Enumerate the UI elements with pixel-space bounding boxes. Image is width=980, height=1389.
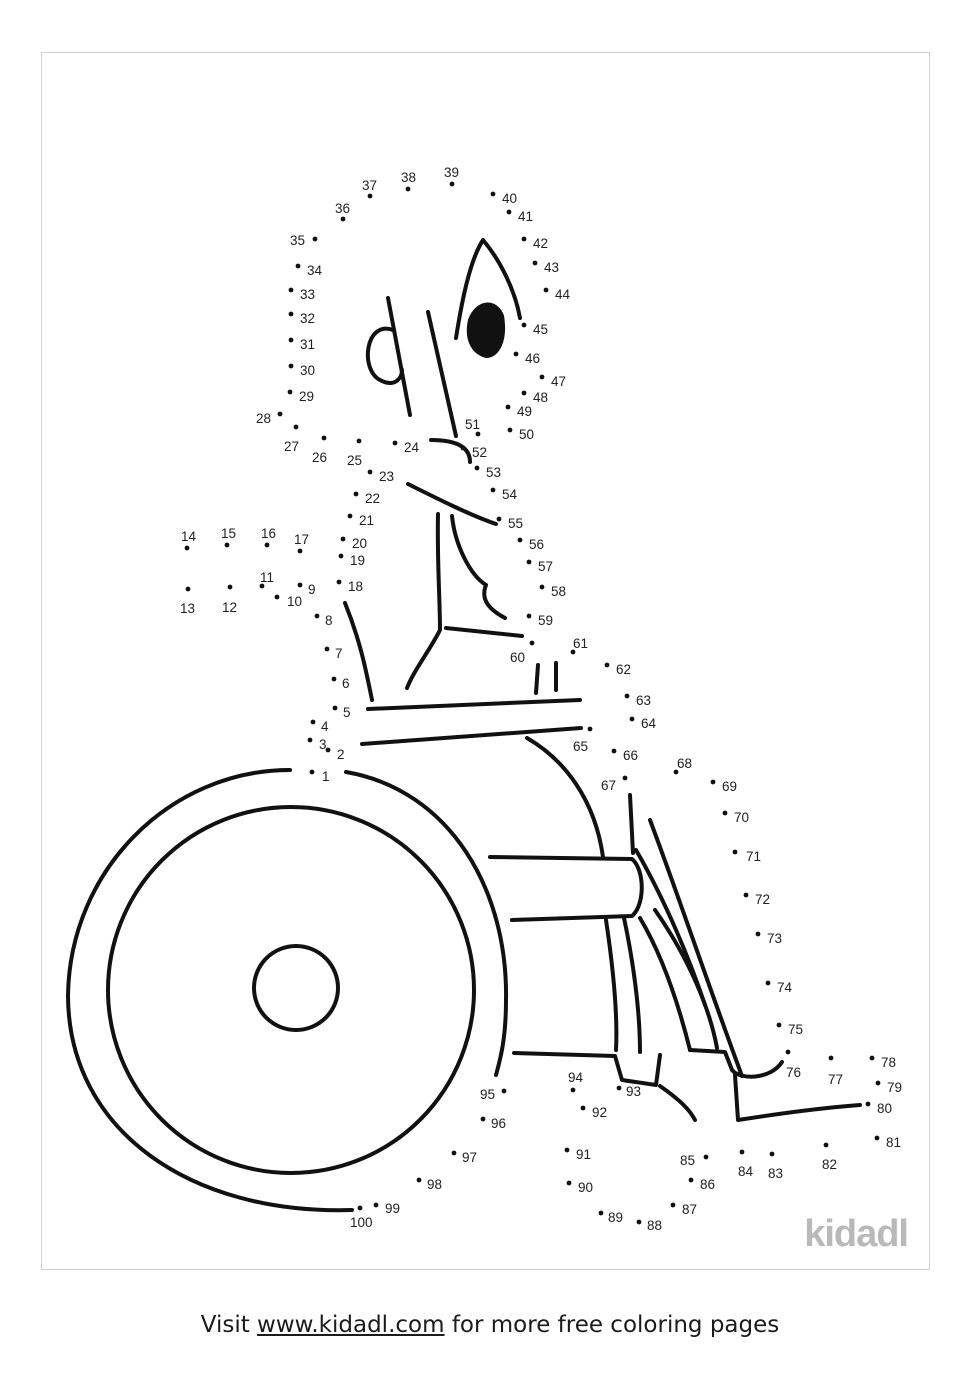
dot-65 xyxy=(588,727,593,732)
dot-label-96: 96 xyxy=(491,1116,507,1131)
dot-label-19: 19 xyxy=(350,553,366,568)
dot-20 xyxy=(341,537,346,542)
dot-label-7: 7 xyxy=(335,646,343,661)
dot-24 xyxy=(393,441,398,446)
dot-label-44: 44 xyxy=(555,287,571,302)
dot-label-84: 84 xyxy=(738,1164,754,1179)
dot-67 xyxy=(623,776,628,781)
dot-label-59: 59 xyxy=(538,613,554,628)
dot-98 xyxy=(417,1178,422,1183)
dot-41 xyxy=(507,210,512,215)
dot-label-56: 56 xyxy=(529,537,545,552)
dot-7 xyxy=(325,647,330,652)
dot-label-67: 67 xyxy=(601,778,617,793)
dot-52 xyxy=(461,446,466,451)
dot-label-89: 89 xyxy=(608,1210,624,1225)
dot-label-37: 37 xyxy=(362,178,378,193)
dot-label-87: 87 xyxy=(682,1202,698,1217)
dot-label-29: 29 xyxy=(299,389,315,404)
dot-51 xyxy=(476,432,481,437)
dot-label-48: 48 xyxy=(533,390,549,405)
dot-46 xyxy=(514,352,519,357)
dot-66 xyxy=(612,749,617,754)
dot-76 xyxy=(786,1050,791,1055)
lap-top xyxy=(368,700,580,709)
dot-91 xyxy=(565,1148,570,1153)
dot-label-98: 98 xyxy=(427,1177,443,1192)
eye xyxy=(469,304,503,356)
shin-1 xyxy=(606,920,616,1050)
dot-69 xyxy=(711,780,716,785)
dot-84 xyxy=(740,1150,745,1155)
dot-56 xyxy=(518,538,523,543)
dot-12 xyxy=(228,585,233,590)
dot-label-88: 88 xyxy=(647,1218,663,1233)
dot-16 xyxy=(265,543,270,548)
dot-label-15: 15 xyxy=(221,526,237,541)
dot-label-99: 99 xyxy=(385,1201,401,1216)
dot-label-74: 74 xyxy=(777,980,793,995)
dot-71 xyxy=(733,850,738,855)
dot-82 xyxy=(824,1143,829,1148)
dot-31 xyxy=(289,338,294,343)
dot-48 xyxy=(522,391,527,396)
dot-label-53: 53 xyxy=(486,465,502,480)
dot-6 xyxy=(332,677,337,682)
dot-17 xyxy=(298,549,303,554)
arm xyxy=(407,514,440,688)
dot-label-63: 63 xyxy=(636,693,652,708)
dot-77 xyxy=(829,1056,834,1061)
dot-label-14: 14 xyxy=(181,529,197,544)
dot-21 xyxy=(348,514,353,519)
dot-label-5: 5 xyxy=(343,705,351,720)
dot-label-49: 49 xyxy=(517,404,533,419)
dot-label-68: 68 xyxy=(677,756,693,771)
dot-label-65: 65 xyxy=(573,739,589,754)
dot-88 xyxy=(637,1220,642,1225)
dot-22 xyxy=(354,492,359,497)
dot-label-22: 22 xyxy=(365,491,381,506)
dot-36 xyxy=(341,217,346,222)
dot-26 xyxy=(322,436,327,441)
dot-8 xyxy=(315,614,320,619)
dot-85 xyxy=(704,1155,709,1160)
dot-label-60: 60 xyxy=(510,650,526,665)
hair-line-2 xyxy=(428,312,456,436)
arm-2 xyxy=(446,628,522,636)
dot-label-94: 94 xyxy=(568,1070,584,1085)
dot-label-70: 70 xyxy=(734,810,750,825)
chair-frame xyxy=(650,820,742,1076)
dot-label-36: 36 xyxy=(335,201,351,216)
dot-99 xyxy=(374,1203,379,1208)
dot-label-72: 72 xyxy=(755,892,771,907)
dot-label-83: 83 xyxy=(768,1166,784,1181)
dot-label-10: 10 xyxy=(287,594,303,609)
dot-10 xyxy=(275,595,280,600)
lap-bottom xyxy=(362,728,581,744)
dot-42 xyxy=(522,237,527,242)
seat xyxy=(490,857,642,920)
wheel-outer-arc-right xyxy=(346,772,506,1075)
dot-label-32: 32 xyxy=(300,311,316,326)
dot-label-66: 66 xyxy=(623,748,639,763)
dots-layer xyxy=(180,165,902,1233)
hair-line xyxy=(388,298,410,415)
dot-38 xyxy=(406,187,411,192)
dot-29 xyxy=(288,390,293,395)
dot-83 xyxy=(770,1152,775,1157)
dot-label-80: 80 xyxy=(877,1101,893,1116)
dot-label-27: 27 xyxy=(284,439,300,454)
dot-93 xyxy=(617,1086,622,1091)
dot-14 xyxy=(185,546,190,551)
dot-label-33: 33 xyxy=(300,287,316,302)
dot-label-8: 8 xyxy=(325,613,333,628)
dot-label-11: 11 xyxy=(260,570,275,585)
dot-75 xyxy=(777,1023,782,1028)
dot-label-2: 2 xyxy=(337,747,345,762)
dot-label-12: 12 xyxy=(222,600,238,615)
dot-50 xyxy=(508,428,513,433)
dot-28 xyxy=(278,412,283,417)
dot-59 xyxy=(527,614,532,619)
dot-label-82: 82 xyxy=(822,1157,838,1172)
dot-25 xyxy=(357,439,362,444)
dot-label-34: 34 xyxy=(307,263,323,278)
footrest xyxy=(660,1086,695,1120)
dot-label-30: 30 xyxy=(300,363,316,378)
dot-label-20: 20 xyxy=(352,536,368,551)
dot-74 xyxy=(766,981,771,986)
dot-label-52: 52 xyxy=(472,445,488,460)
dot-label-90: 90 xyxy=(578,1180,594,1195)
dot-label-61: 61 xyxy=(573,636,589,651)
dot-37 xyxy=(368,194,373,199)
dot-label-58: 58 xyxy=(551,584,567,599)
dot-43 xyxy=(533,261,538,266)
dot-97 xyxy=(452,1151,457,1156)
shin-3 xyxy=(640,918,690,1050)
dot-label-3: 3 xyxy=(319,737,327,752)
dot-label-55: 55 xyxy=(508,516,524,531)
dot-70 xyxy=(723,811,728,816)
dot-54 xyxy=(491,488,496,493)
dot-label-71: 71 xyxy=(746,849,762,864)
dot-32 xyxy=(289,312,294,317)
dot-label-73: 73 xyxy=(767,931,783,946)
dot-label-45: 45 xyxy=(533,322,549,337)
dot-label-21: 21 xyxy=(359,513,375,528)
dot-label-76: 76 xyxy=(786,1065,802,1080)
dot-label-62: 62 xyxy=(616,662,632,677)
footer-suffix: for more free coloring pages xyxy=(444,1312,780,1338)
dot-label-77: 77 xyxy=(828,1072,844,1087)
dot-label-85: 85 xyxy=(680,1153,696,1168)
dot-13 xyxy=(186,587,191,592)
dot-label-57: 57 xyxy=(538,559,554,574)
dot-90 xyxy=(567,1181,572,1186)
dot-27 xyxy=(294,425,299,430)
dot-label-35: 35 xyxy=(290,233,306,248)
dot-label-1: 1 xyxy=(322,769,330,784)
footer-text xyxy=(0,1312,980,1338)
dot-9 xyxy=(298,583,303,588)
wheel-outer-arc xyxy=(68,770,352,1210)
dot-30 xyxy=(289,364,294,369)
wheel-hub xyxy=(254,946,338,1030)
dot-label-91: 91 xyxy=(576,1147,592,1162)
dot-87 xyxy=(671,1203,676,1208)
dot-label-78: 78 xyxy=(881,1055,897,1070)
kidadl-watermark: kidadl xyxy=(804,1213,908,1255)
dot-label-4: 4 xyxy=(321,719,329,734)
seat-front xyxy=(527,738,603,857)
dot-label-13: 13 xyxy=(180,601,196,616)
dot-57 xyxy=(527,560,532,565)
dot-label-69: 69 xyxy=(722,779,738,794)
dot-60 xyxy=(530,641,535,646)
dot-label-28: 28 xyxy=(256,411,272,426)
dot-label-54: 54 xyxy=(502,487,518,502)
footer-link[interactable]: www.kidadl.com xyxy=(257,1312,445,1338)
dot-label-42: 42 xyxy=(533,236,549,251)
dot-label-97: 97 xyxy=(462,1150,478,1165)
dot-label-31: 31 xyxy=(300,337,316,352)
shirt-front xyxy=(452,516,505,618)
dot-label-51: 51 xyxy=(465,417,481,432)
line-art xyxy=(68,240,860,1210)
dot-label-64: 64 xyxy=(641,716,657,731)
dot-95 xyxy=(502,1089,507,1094)
dot-81 xyxy=(875,1136,880,1141)
wheel-inner-ring xyxy=(108,807,474,1173)
dot-5 xyxy=(333,706,338,711)
dot-label-18: 18 xyxy=(348,579,364,594)
dot-label-93: 93 xyxy=(626,1084,642,1099)
dot-86 xyxy=(689,1178,694,1183)
dot-49 xyxy=(506,405,511,410)
dot-89 xyxy=(599,1211,604,1216)
dot-label-38: 38 xyxy=(401,170,417,185)
dot-label-23: 23 xyxy=(379,469,395,484)
dot-58 xyxy=(540,585,545,590)
dot-64 xyxy=(630,717,635,722)
dot-72 xyxy=(744,893,749,898)
dot-45 xyxy=(522,323,527,328)
dot-label-24: 24 xyxy=(404,440,420,455)
dot-1 xyxy=(310,770,315,775)
dot-3 xyxy=(308,738,313,743)
dot-label-9: 9 xyxy=(308,582,316,597)
dot-34 xyxy=(296,264,301,269)
dot-78 xyxy=(870,1056,875,1061)
dot-label-81: 81 xyxy=(886,1135,902,1150)
dot-4 xyxy=(311,720,316,725)
dot-label-47: 47 xyxy=(551,374,567,389)
dot-53 xyxy=(475,466,480,471)
dot-44 xyxy=(544,288,549,293)
dot-35 xyxy=(313,237,318,242)
dot-94 xyxy=(571,1088,576,1093)
dot-33 xyxy=(289,288,294,293)
neck xyxy=(431,440,470,462)
dot-label-95: 95 xyxy=(480,1087,496,1102)
dot-15 xyxy=(225,543,230,548)
dot-92 xyxy=(581,1106,586,1111)
dot-label-79: 79 xyxy=(887,1080,903,1095)
dot-19 xyxy=(339,554,344,559)
dot-23 xyxy=(368,470,373,475)
footer-prefix: Visit xyxy=(200,1312,258,1338)
dot-label-86: 86 xyxy=(700,1177,716,1192)
dot-96 xyxy=(481,1117,486,1122)
dot-80 xyxy=(866,1102,871,1107)
dot-label-39: 39 xyxy=(444,165,460,180)
dot-18 xyxy=(337,580,342,585)
dot-79 xyxy=(876,1081,881,1086)
dot-label-40: 40 xyxy=(502,191,518,206)
dot-label-26: 26 xyxy=(312,450,328,465)
dot-40 xyxy=(491,192,496,197)
dot-label-41: 41 xyxy=(518,209,534,224)
dot-label-75: 75 xyxy=(788,1022,804,1037)
dot-label-92: 92 xyxy=(592,1105,608,1120)
leg-front xyxy=(630,795,633,853)
dot-label-100: 100 xyxy=(350,1215,373,1230)
foot-1 xyxy=(514,1053,660,1085)
dot-label-50: 50 xyxy=(519,427,535,442)
dot-100 xyxy=(358,1206,363,1211)
dot-label-46: 46 xyxy=(525,351,541,366)
dot-39 xyxy=(450,182,455,187)
dot-label-25: 25 xyxy=(347,453,363,468)
hand xyxy=(536,663,556,693)
dot-label-43: 43 xyxy=(544,260,560,275)
dot-73 xyxy=(756,932,761,937)
dot-label-16: 16 xyxy=(261,526,277,541)
dot-47 xyxy=(540,375,545,380)
dot-label-17: 17 xyxy=(294,532,310,547)
dot-55 xyxy=(497,517,502,522)
dot-63 xyxy=(625,694,630,699)
dot-label-6: 6 xyxy=(342,676,350,691)
shin-2 xyxy=(624,918,640,1052)
dot-62 xyxy=(605,663,610,668)
